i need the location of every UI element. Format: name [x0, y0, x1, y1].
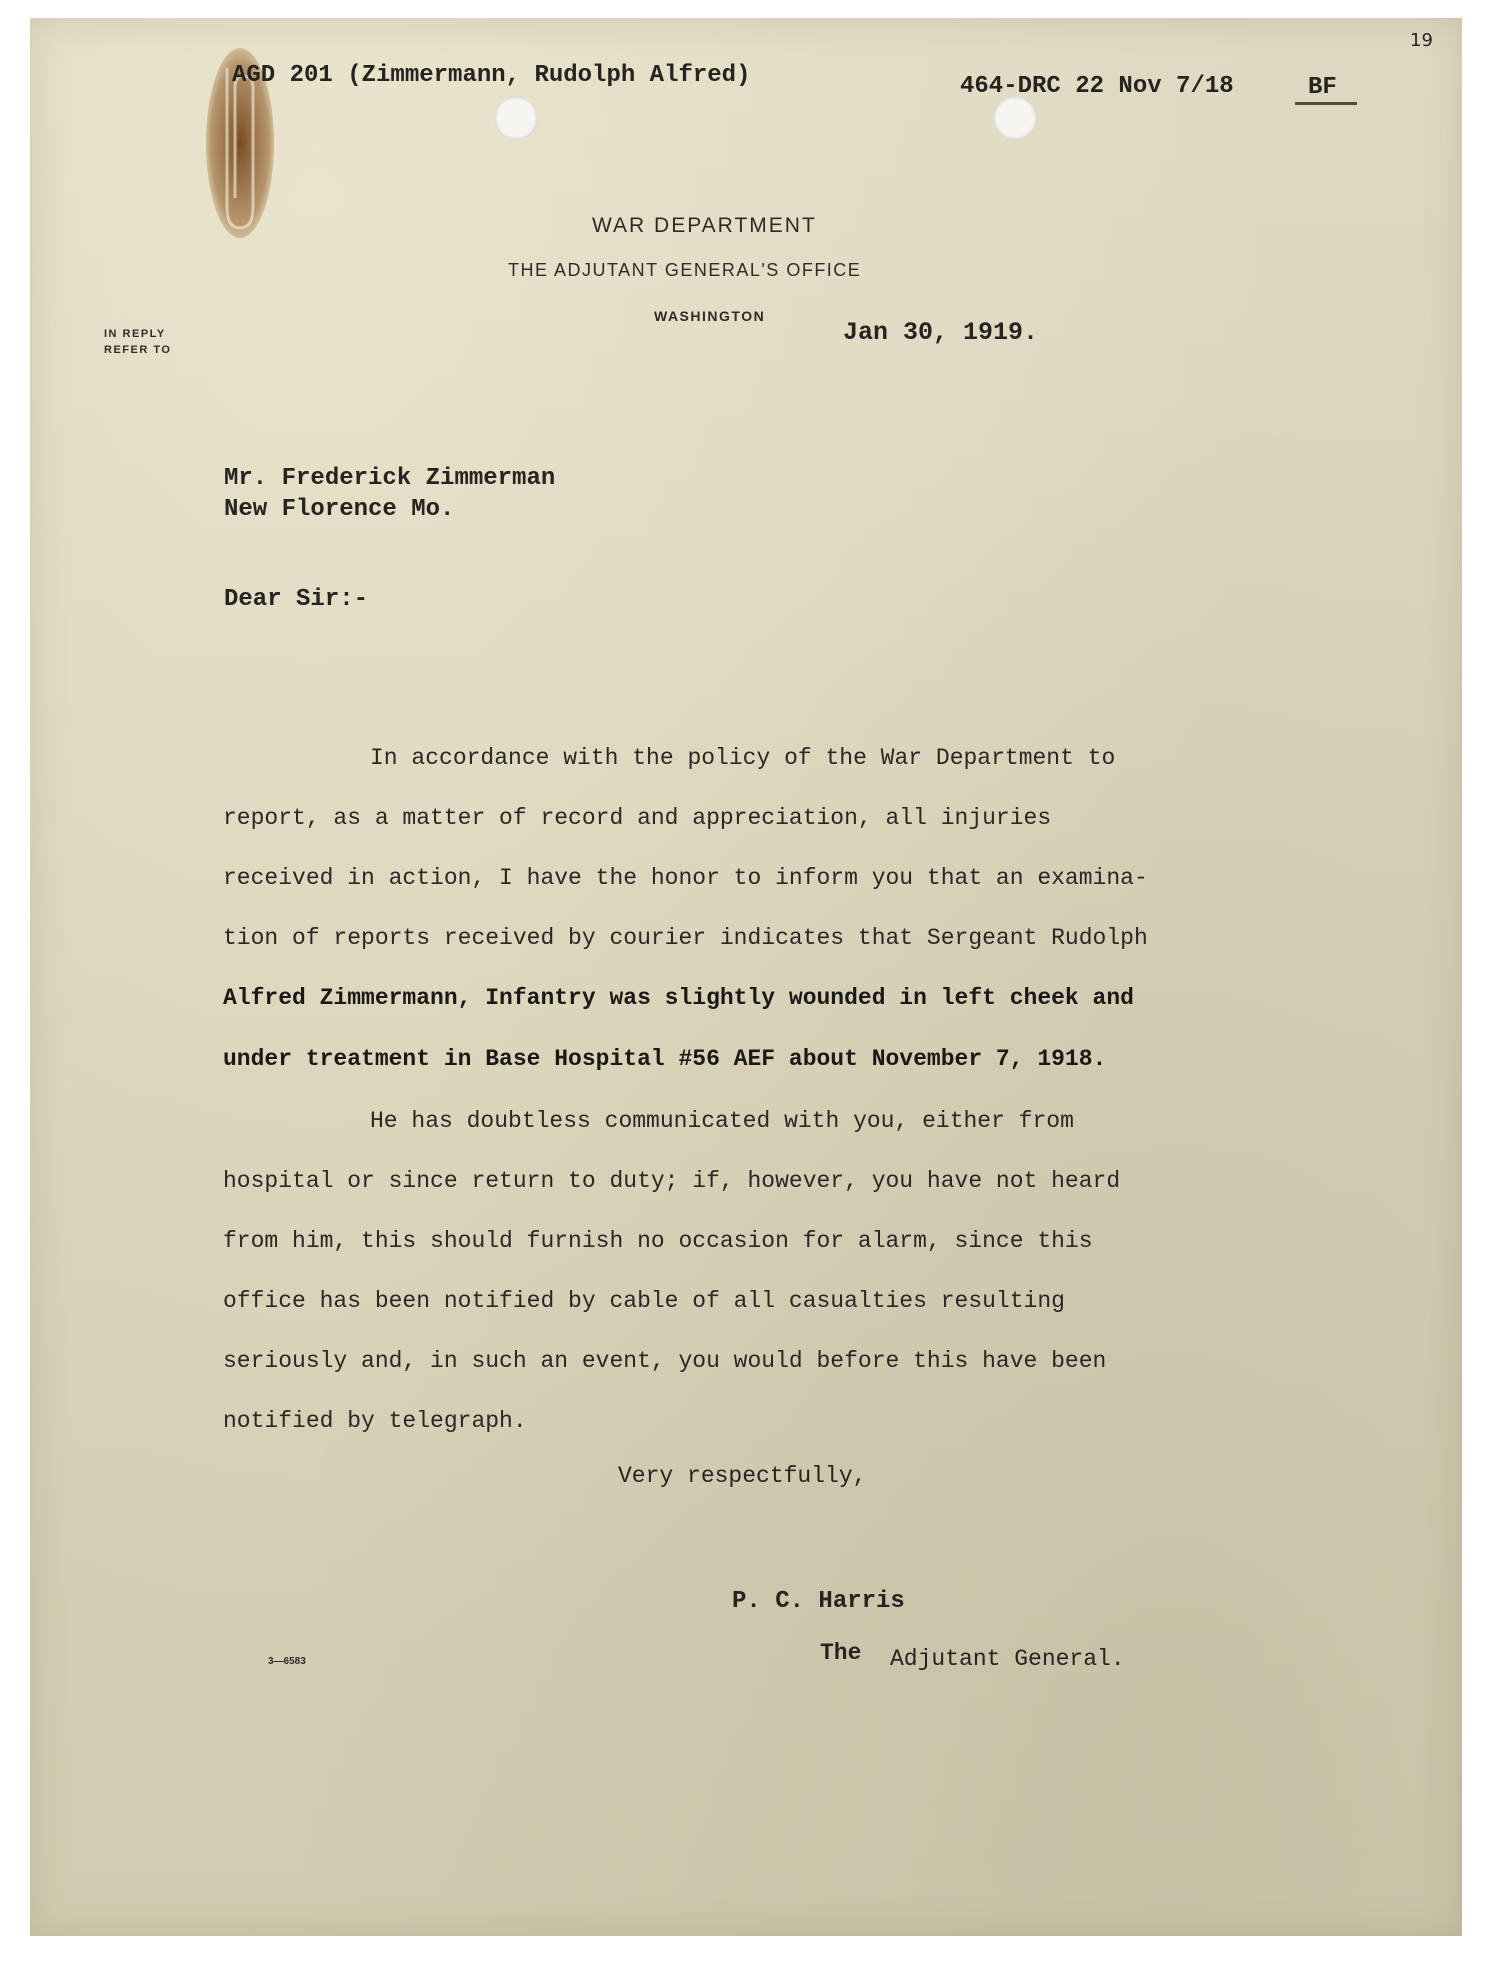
body-line: tion of reports received by courier indicates that Sergeant Rudolph [223, 925, 1148, 951]
file-reference: AGD 201 (Zimmermann, Rudolph Alfred) [232, 62, 751, 89]
signature-title-prefix: The [820, 1640, 862, 1666]
signature-title: Adjutant General. [890, 1646, 1125, 1672]
reply-label-line1: IN REPLY [104, 328, 166, 340]
body-line: Alfred Zimmermann, Infantry was slightly wounded in left cheek and [223, 985, 1134, 1011]
reply-label-line2: REFER TO [104, 344, 172, 356]
initials: BF [1308, 74, 1337, 101]
body-line: from him, this should furnish no occasion for alarm, since this [223, 1228, 1093, 1254]
letter-date: Jan 30, 1919. [843, 318, 1039, 347]
body-line: under treatment in Base Hospital #56 AEF about November 7, 1918. [223, 1046, 1107, 1072]
salutation: Dear Sir:- [224, 586, 369, 613]
recipient-address: New Florence Mo. [224, 496, 455, 523]
body-line: notified by telegraph. [223, 1408, 527, 1434]
punch-hole-left [494, 96, 538, 140]
body-line: hospital or since return to duty; if, however, you have not heard [223, 1168, 1121, 1194]
city-heading: WASHINGTON [654, 308, 766, 324]
body-line: received in action, I have the honor to inform you that an examina- [223, 865, 1148, 891]
body-line: In accordance with the policy of the War Department to [370, 745, 1116, 771]
recipient-name: Mr. Frederick Zimmerman [224, 465, 556, 492]
page-number: 19 [1410, 30, 1433, 51]
body-line: report, as a matter of record and appreciation, all injuries [223, 805, 1052, 831]
signature-name: P. C. Harris [732, 1588, 905, 1615]
body-line: He has doubtless communicated with you, either from [370, 1108, 1074, 1134]
drc-reference: 464-DRC 22 Nov 7/18 [960, 73, 1234, 100]
closing: Very respectfully, [618, 1463, 867, 1489]
office-heading: THE ADJUTANT GENERAL'S OFFICE [508, 260, 862, 280]
punch-hole-right [993, 96, 1037, 140]
letter-page [30, 18, 1462, 1936]
department-heading: WAR DEPARTMENT [592, 214, 817, 237]
body-line: office has been notified by cable of all casualties resulting [223, 1288, 1065, 1314]
initials-underline [1295, 102, 1357, 105]
body-line: seriously and, in such an event, you would before this have been [223, 1348, 1107, 1374]
form-number: 3—6583 [268, 1656, 306, 1667]
